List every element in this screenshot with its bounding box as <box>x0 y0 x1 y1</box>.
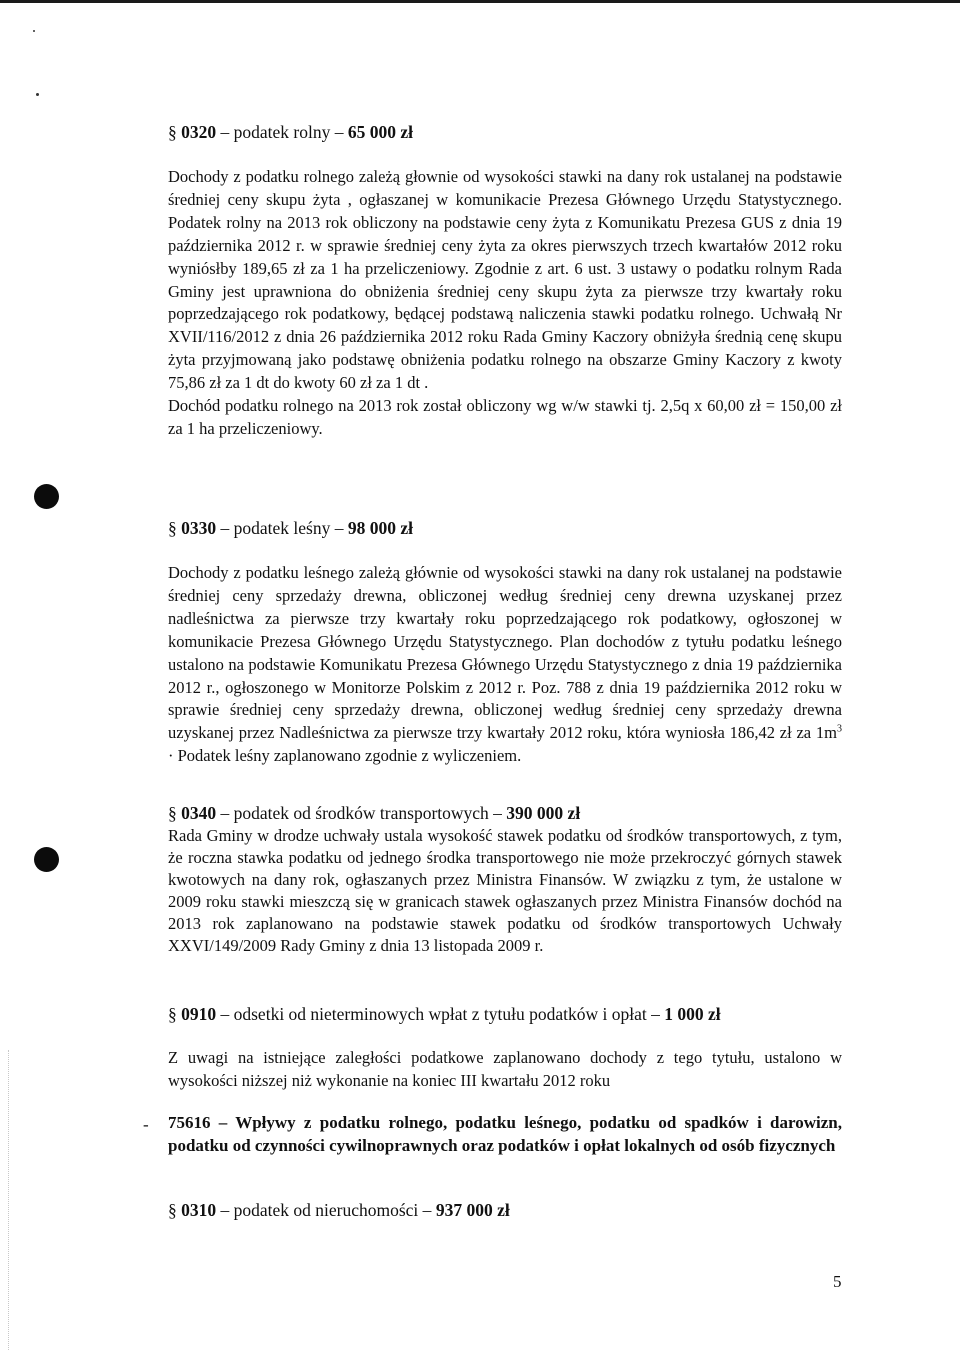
section-body-0330 <box>168 562 842 768</box>
section-code: 0330 <box>181 518 217 538</box>
section-heading-0910 <box>168 1003 842 1025</box>
section-symbol: § <box>168 1004 177 1024</box>
chapter-title: 75616 – Wpływy z podatku rolnego, podatku leśnego, podatku od spadków i darowizn, podatku od czynności cywilnoprawnych oraz podatków i opłat lokalnych od osób fizycznych <box>168 1113 842 1155</box>
section-heading-0310 <box>168 1199 842 1221</box>
section-code: 0310 <box>181 1200 217 1220</box>
punch-hole <box>34 847 59 872</box>
section-body-0910 <box>168 1047 842 1093</box>
section-heading-0320 <box>168 121 842 143</box>
section-paragraph: Rada Gminy w drodze uchwały ustala wysokość stawek podatku od środków transportowych, z tym, że roczna stawka podatku od jednego środka transportowego nie może przekroczyć górnych stawek kwotowych na dany rok, ogłaszanych przez Ministra Finansów. W związku z tym, że ustalone w 2009 roku stawki mieszczą się w granicach stawek ogłaszanych przez Ministra Finansów dochód na 2013 rok zaplanowano na podstawie stawek podatku od środków transportowych Uchwały XXVI/149/2009 Rady Gminy z dnia 13 listopada 2009 r. <box>168 826 842 955</box>
section-paragraph: Dochód podatku rolnego na 2013 rok został obliczony wg w/w stawki tj. 2,5q x 60,00 zł = 150,00 zł za 1 ha przeliczeniowy. <box>168 396 842 438</box>
section-name: – podatek od środków transportowych – <box>220 803 502 823</box>
section-code: 0340 <box>181 803 217 823</box>
section-paragraph: Dochody z podatku rolnego zależą głownie od wysokości stawki na dany rok ustalanej na podstawie średniej ceny skupu żyta , ogłaszanej w komunikacie Prezesa Głównego Urzędu Statystycznego. Podatek rolny na 2013 rok obliczony na podstawie ceny żyta z Komunikatu Prezesa GUS z dnia 19 października 2012 r. w sprawie średniej ceny żyta za okres pierwszych trzech kwartałów 2012 roku wyniósłby 189,65 zł za 1 ha przeliczeniowy. Zgodnie z art. 6 ust. 3 ustawy o podatku rolnym Rada Gminy jest uprawniona do obniżenia średniej ceny skupu żyta za pierwsze trzy kwartały roku poprzedzającego rok podatkowy, będącej podstawą naliczenia stawki podatku rolnego. Uchwałą Nr XVII/116/2012 z dnia 26 października 2012 roku Rada Gminy Kaczory obniżyła średnią cenę skupu żyta przyjmowaną jako podstawę obniżenia podatku rolnego na obszarze Gminy Kaczory z kwoty 75,86 zł za 1 dt do kwoty 60 zł za 1 dt . <box>168 167 842 393</box>
unit-superscript: 3 <box>837 723 842 735</box>
scan-top-edge <box>0 0 960 3</box>
section-symbol: § <box>168 803 177 823</box>
section-name: – podatek leśny – <box>220 518 344 538</box>
section-code: 0910 <box>181 1004 217 1024</box>
section-paragraph <box>168 562 842 768</box>
section-code: 0320 <box>181 122 217 142</box>
section-body-0340 <box>168 825 842 957</box>
scan-margin-line <box>8 1050 10 1350</box>
page-number: 5 <box>833 1272 842 1291</box>
section-symbol: § <box>168 122 177 142</box>
paragraph-tail: · Podatek leśny zaplanowano zgodnie z wyliczeniem. <box>168 746 522 766</box>
section-symbol: § <box>168 1200 177 1220</box>
section-name: – odsetki od nieterminowych wpłat z tytułu podatków i opłat – <box>220 1004 660 1024</box>
scan-speck <box>33 30 35 32</box>
list-dash-marker: - <box>143 1115 149 1134</box>
section-paragraph: Z uwagi na istniejące zaległości podatkowe zaplanowano dochody z tego tytułu, ustalono w wysokości niższej niż wykonanie na koniec III kwartału 2012 roku <box>168 1048 842 1090</box>
section-name: – podatek od nieruchomości – <box>220 1200 432 1220</box>
section-heading-0340 <box>168 802 842 824</box>
punch-hole <box>34 484 59 509</box>
section-heading-0330 <box>168 517 842 539</box>
paragraph-text: Dochody z podatku leśnego zależą głównie od wysokości stawki na dany rok ustalanej na podstawie średniej ceny sprzedaży drewna, obliczonej według średniej ceny drewna uzyskanej przez nadleśnictwa za pierwsze trzy kwartały roku poprzedzającego rok podatkowy, ogłoszonej w komunikacie Prezesa Głównego Urzędu Statystycznego. Plan dochodów z tytułu podatku leśnego ustalono na podstawie Komunikatu Prezesa Głównego Urzędu Statystycznego z dnia 19 października 2012 r., ogłoszonego w Monitorze Polskim z 2012 r. Poz. 788 z dnia 19 października 2012 roku w sprawie średniej ceny sprzedaży drewna, obliczonej według średniej ceny sprzedaży drewna uzyskanej przez Nadleśnictwa za pierwsze trzy kwartały 2012 roku, która wyniosła 186,42 zł za 1m <box>168 563 842 743</box>
section-amount: 1 000 zł <box>664 1004 721 1024</box>
section-amount: 98 000 zł <box>347 518 413 538</box>
section-body-0320 <box>168 166 842 441</box>
section-amount: 65 000 zł <box>347 122 413 142</box>
section-amount: 937 000 zł <box>435 1200 510 1220</box>
scan-speck <box>36 93 39 96</box>
section-name: – podatek rolny – <box>220 122 344 142</box>
section-amount: 390 000 zł <box>506 803 581 823</box>
chapter-heading-75616 <box>168 1112 842 1157</box>
section-symbol: § <box>168 518 177 538</box>
